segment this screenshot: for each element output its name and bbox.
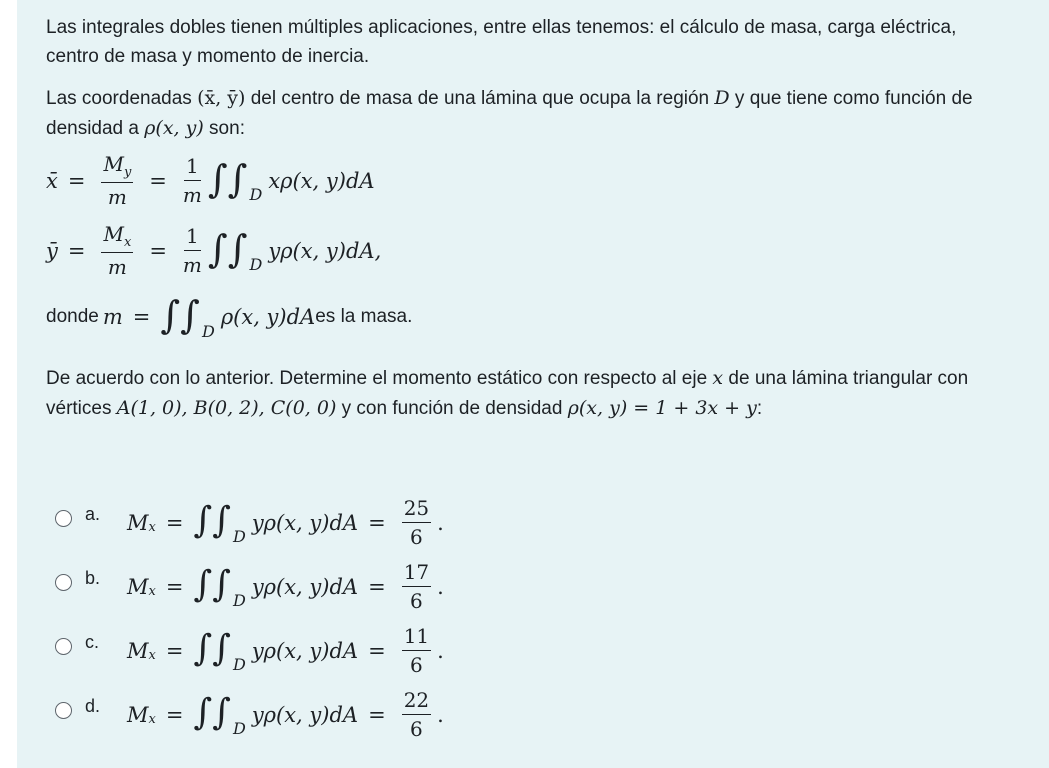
intro-line-1: Las integrales dobles tienen múltiples aplicaciones, entre ellas tenemos: el cálculo de masa, carga eléctrica, xyxy=(46,17,957,38)
option-a-letter: a. xyxy=(85,504,101,524)
intro-line-2: centro de masa y momento de inercia. xyxy=(46,46,370,67)
option-d-letter: d. xyxy=(85,696,101,716)
option-c-math: M x = ∫∫ D yρ(x, y)dA = $\frac{11}{6}$ . xyxy=(127,624,444,677)
option-b-math: M x = ∫∫ D yρ(x, y)dA = $\frac{17}{6}$ . xyxy=(127,560,444,613)
option-d-math: M x = ∫∫ D yρ(x, y)dA = $\frac{22}{6}$ . xyxy=(127,688,444,741)
question-line-1: De acuerdo con lo anterior. Determine el momento estático con respecto al eje x de una lámina triangular con xyxy=(46,367,969,389)
option-c[interactable] xyxy=(55,618,655,680)
option-c-letter: c. xyxy=(85,632,100,652)
coords-line-1: Las coordenadas (x̄, ȳ) del centro de masa de una lámina que ocupa la región D y que tiene como función de xyxy=(46,87,973,109)
ybar-formula: ȳ = $\frac{M_x}{m}$ = $\frac{1}{m}$ ∫∫ D yρ(x, y)dA, xyxy=(46,222,382,279)
option-a-math: M x = ∫∫ D yρ(x, y)dA = $\frac{25}{6}$ . xyxy=(127,496,444,549)
mass-formula: donde m = ∫∫ D ρ(x, y)dA es la masa. xyxy=(46,293,413,341)
option-d-radio[interactable] xyxy=(55,702,72,719)
option-b[interactable] xyxy=(55,554,655,616)
option-a[interactable] xyxy=(55,490,655,552)
option-b-radio[interactable] xyxy=(55,574,72,591)
xbar-formula: x̄ = $\frac{M_y}{m}$ = $\frac{1}{m}$ ∫∫ D xρ(x, y)dA xyxy=(46,152,375,209)
option-a-radio[interactable] xyxy=(55,510,72,527)
option-b-letter: b. xyxy=(85,568,101,588)
option-d[interactable] xyxy=(55,682,655,744)
coords-line-2: densidad a ρ(x, y) son: xyxy=(46,117,245,139)
option-c-radio[interactable] xyxy=(55,638,72,655)
question-line-2: vértices A(1, 0), B(0, 2), C(0, 0) y con función de densidad ρ(x, y) = 1 + 3x + y: xyxy=(46,397,763,419)
